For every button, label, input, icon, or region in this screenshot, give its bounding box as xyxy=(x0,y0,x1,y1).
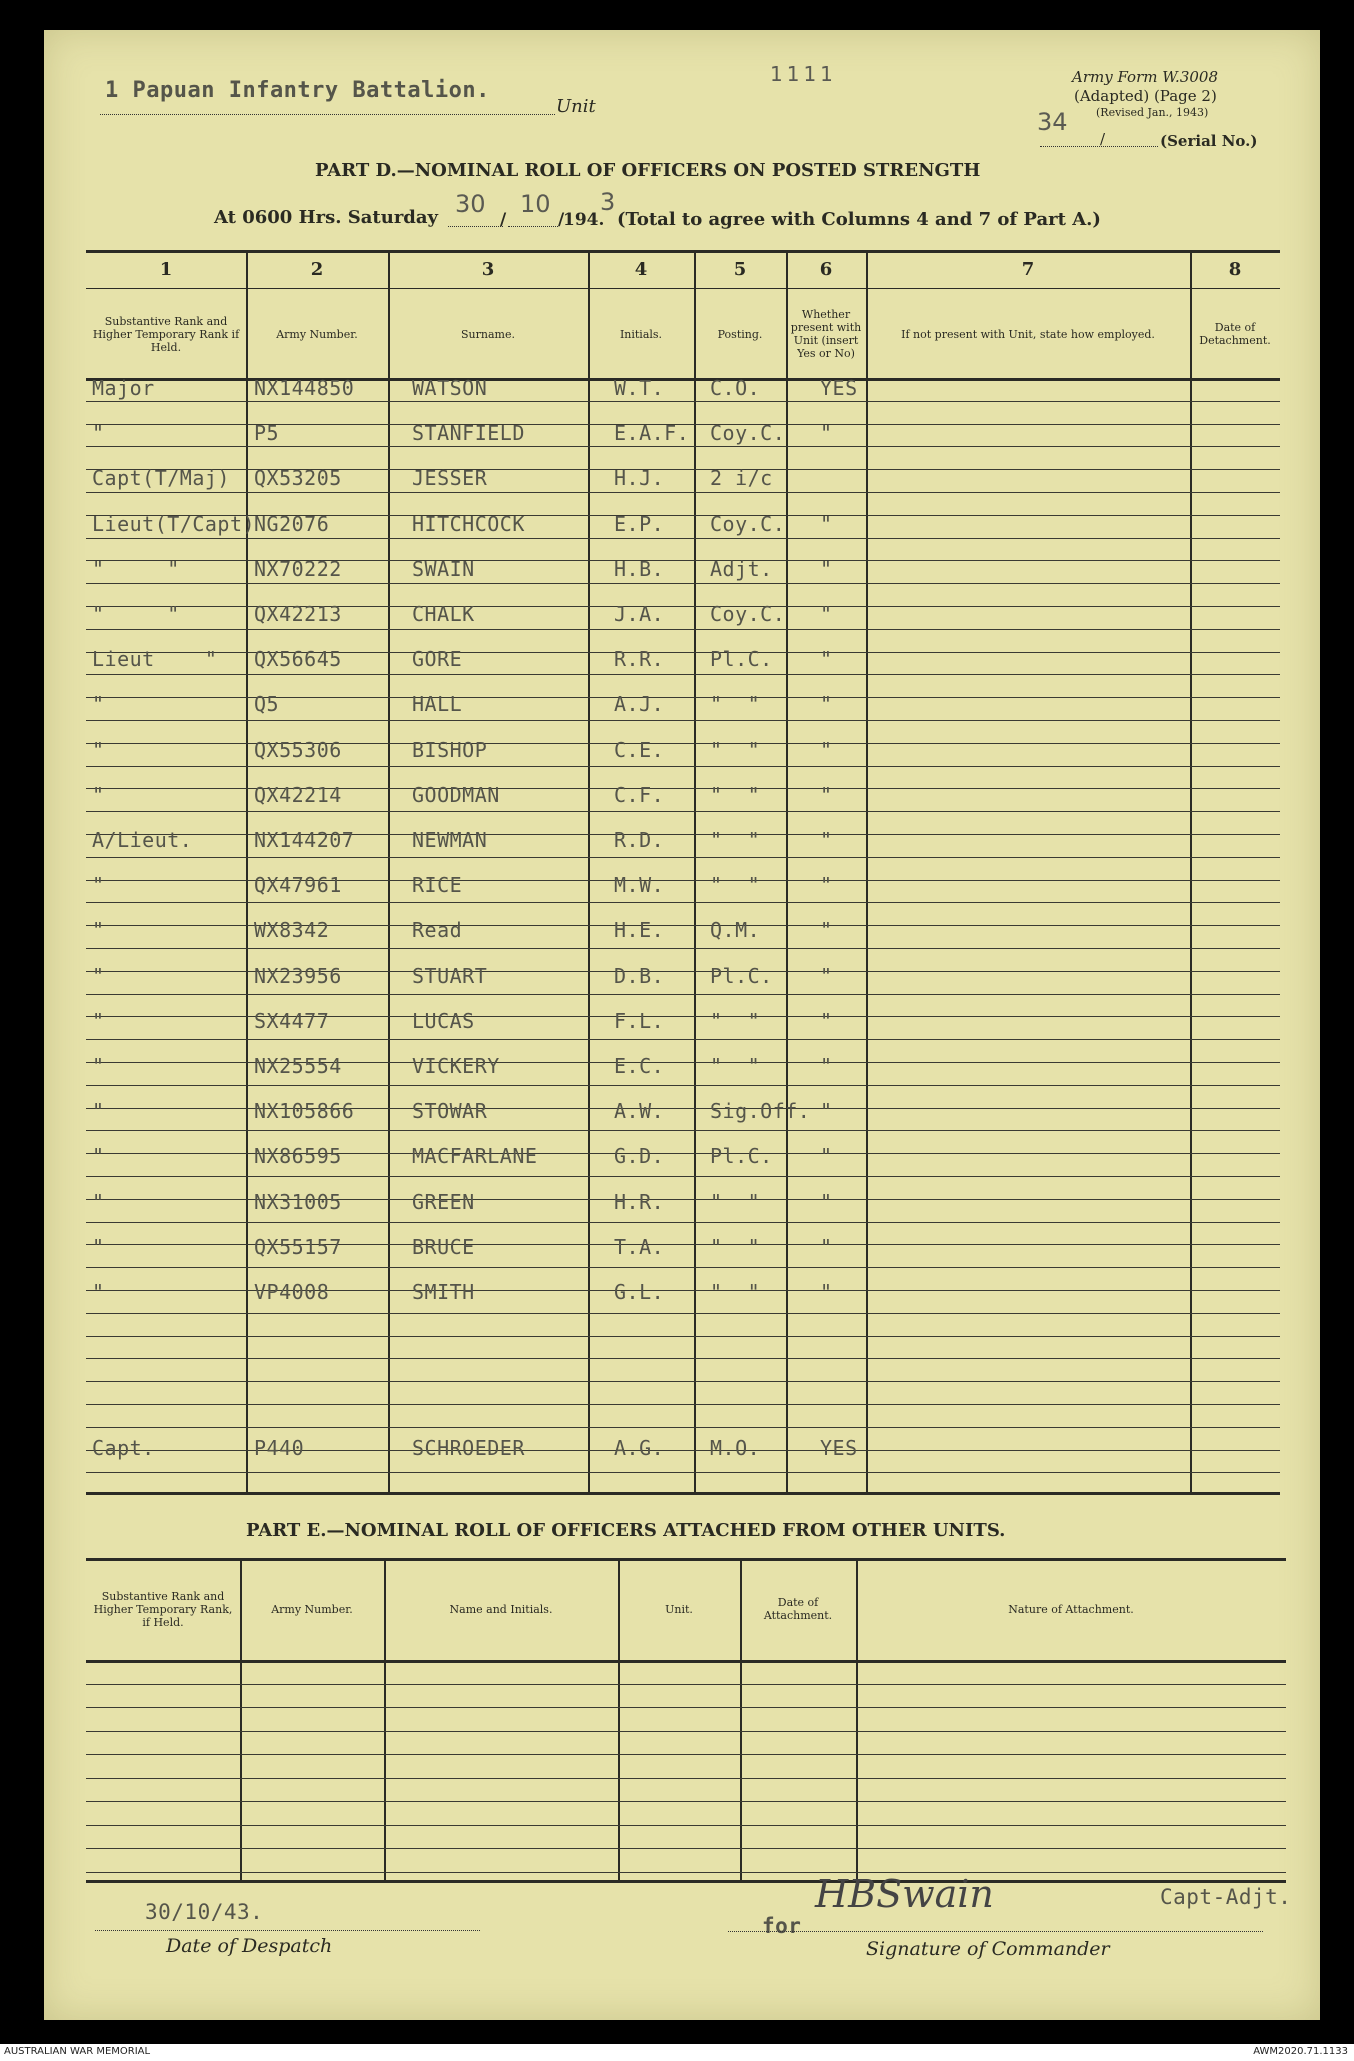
part-e-header-2: Army Number. xyxy=(271,1602,353,1616)
cell-number: QX53205 xyxy=(254,466,342,490)
cell-surname: STUART xyxy=(412,964,488,988)
cell-present: " xyxy=(820,512,833,536)
table-row xyxy=(86,557,1280,587)
cell-number: SX4477 xyxy=(254,1009,330,1033)
cell-posting: Pl.C. xyxy=(710,1144,773,1168)
top-mark: 1111 xyxy=(770,62,837,86)
cell-posting: Coy.C. xyxy=(710,421,786,445)
table-row xyxy=(86,1190,1280,1220)
table-row xyxy=(86,1235,1280,1265)
table-row xyxy=(86,738,1280,768)
cell-initials: A.G. xyxy=(614,1436,665,1460)
table-row xyxy=(86,918,1280,948)
form-revised: (Revised Jan., 1943) xyxy=(1096,106,1209,119)
cell-initials: F.L. xyxy=(614,1009,665,1033)
cell-posting: " " xyxy=(710,1280,761,1304)
cell-surname: CHALK xyxy=(412,602,475,626)
cell-surname: SWAIN xyxy=(412,557,475,581)
cell-posting: Coy.C. xyxy=(710,512,786,536)
column-header-7: If not present with Unit, state how employed. xyxy=(901,327,1155,341)
cell-initials: C.F. xyxy=(614,783,665,807)
date-prefix: At 0600 Hrs. Saturday xyxy=(214,207,439,228)
column-header-1: Substantive Rank and Higher Temporary Rank if Held. xyxy=(92,314,240,354)
part-e-top-rule xyxy=(86,1558,1286,1561)
cell-posting: Pl.C. xyxy=(710,647,773,671)
cell-present: " xyxy=(820,692,833,716)
cell-rank: " xyxy=(92,1054,105,1078)
cell-initials: E.C. xyxy=(614,1054,665,1078)
cell-surname: GREEN xyxy=(412,1190,475,1214)
cell-initials: W.T. xyxy=(614,376,665,400)
cell-number: P5 xyxy=(254,421,280,445)
unit-name: 1 Papuan Infantry Battalion. xyxy=(105,78,490,103)
part-d-title: PART D.—NOMINAL ROLL OF OFFICERS ON POSTED STRENGTH xyxy=(315,160,981,181)
form-adapted: (Adapted) (Page 2) xyxy=(1074,87,1217,105)
cell-posting: Pl.C. xyxy=(710,964,773,988)
cell-present: " xyxy=(820,647,833,671)
column-header-3: Surname. xyxy=(461,327,515,341)
table-row xyxy=(86,873,1280,903)
cell-number: VP4008 xyxy=(254,1280,330,1304)
cell-surname: GOODMAN xyxy=(412,783,500,807)
cell-number: QX42214 xyxy=(254,783,342,807)
date-day: 30 xyxy=(455,190,486,218)
cell-rank: Capt(T/Maj) xyxy=(92,466,230,490)
cell-rank: " xyxy=(92,1099,105,1123)
column-header-6: Whether present with Unit (insert Yes or No) xyxy=(790,308,862,360)
table-row xyxy=(86,512,1280,542)
cell-rank: Lieut(T/Capt) xyxy=(92,512,256,536)
cell-posting: " " xyxy=(710,1235,761,1259)
column-number-6: 6 xyxy=(819,259,833,280)
cell-initials: E.A.F. xyxy=(614,421,690,445)
column-number-1: 1 xyxy=(159,259,173,280)
cell-posting: " " xyxy=(710,738,761,762)
column-header-4: Initials. xyxy=(619,327,663,341)
cell-rank: " xyxy=(92,1190,105,1214)
cell-initials: H.J. xyxy=(614,466,665,490)
cell-number: Q5 xyxy=(254,692,280,716)
cell-posting: " " xyxy=(710,873,761,897)
column-number-5: 5 xyxy=(733,259,747,280)
cell-posting: C.O. xyxy=(710,376,761,400)
column-number-8: 8 xyxy=(1228,259,1242,280)
form-name: Army Form W.3008 xyxy=(1072,68,1218,86)
cell-posting: " " xyxy=(710,783,761,807)
cell-initials: M.W. xyxy=(614,873,665,897)
cell-surname: MACFARLANE xyxy=(412,1144,538,1168)
cell-posting: M.O. xyxy=(710,1436,761,1460)
cell-posting: " " xyxy=(710,1190,761,1214)
cell-number: QX42213 xyxy=(254,602,342,626)
footer-right: AWM2020.71.1133 xyxy=(1253,2046,1348,2057)
cell-surname: GORE xyxy=(412,647,463,671)
cell-rank: " xyxy=(92,1144,105,1168)
cell-posting: " " xyxy=(710,1009,761,1033)
cell-initials: D.B. xyxy=(614,964,665,988)
cell-number: NX31005 xyxy=(254,1190,342,1214)
cell-initials: A.J. xyxy=(614,692,665,716)
cell-number: P440 xyxy=(254,1436,305,1460)
cell-rank: Capt. xyxy=(92,1436,155,1460)
cell-number: NX144207 xyxy=(254,828,355,852)
table-row xyxy=(86,1280,1280,1310)
archive-footer xyxy=(0,2044,1354,2061)
cell-present: " xyxy=(820,1280,833,1304)
cell-initials: R.R. xyxy=(614,647,665,671)
cell-present: " xyxy=(820,421,833,445)
serial-number: 34 xyxy=(1037,108,1068,136)
cell-initials: G.L. xyxy=(614,1280,665,1304)
cell-rank: " xyxy=(92,421,105,445)
for-label: for xyxy=(762,1914,802,1938)
date-year-prefix: 194. xyxy=(563,210,605,230)
cell-posting: " " xyxy=(710,828,761,852)
date-suffix: (Total to agree with Columns 4 and 7 of Part A.) xyxy=(617,209,1101,230)
table-row xyxy=(86,602,1280,632)
signatory-title: Capt-Adjt. xyxy=(1160,1885,1292,1909)
footer-left: AUSTRALIAN WAR MEMORIAL xyxy=(4,2046,151,2057)
unit-underline xyxy=(100,114,555,115)
cell-number: QX56645 xyxy=(254,647,342,671)
cell-number: NX25554 xyxy=(254,1054,342,1078)
table-top-rule xyxy=(86,250,1280,253)
cell-initials: H.R. xyxy=(614,1190,665,1214)
cell-present: " xyxy=(820,873,833,897)
part-e-title: PART E.—NOMINAL ROLL OF OFFICERS ATTACHED FROM OTHER UNITS. xyxy=(246,1520,1006,1541)
cell-initials: R.D. xyxy=(614,828,665,852)
column-header-2: Army Number. xyxy=(276,327,358,341)
table-row xyxy=(86,1099,1280,1129)
cell-number: NX105866 xyxy=(254,1099,355,1123)
part-e-header-6: Nature of Attachment. xyxy=(1008,1602,1134,1616)
cell-surname: VICKERY xyxy=(412,1054,500,1078)
date-year-digit: 3 xyxy=(600,188,616,216)
cell-initials: G.D. xyxy=(614,1144,665,1168)
commander-label: Signature of Commander xyxy=(866,1938,1110,1960)
column-header-5: Posting. xyxy=(717,327,763,341)
cell-present: " xyxy=(820,1054,833,1078)
cell-surname: SCHROEDER xyxy=(412,1436,525,1460)
table-bottom-rule xyxy=(86,1492,1280,1495)
serial-label: (Serial No.) xyxy=(1160,132,1258,150)
column-number-4: 4 xyxy=(634,259,648,280)
unit-label: Unit xyxy=(556,96,596,117)
column-header-8: Date of Detachment. xyxy=(1199,321,1271,347)
part-e-header-1: Substantive Rank and Higher Temporary Rank, if Held. xyxy=(93,1589,233,1629)
table-row xyxy=(86,783,1280,813)
serial-underline xyxy=(1040,146,1158,147)
cell-present: YES xyxy=(820,376,858,400)
cell-surname: BRUCE xyxy=(412,1235,475,1259)
despatch-label: Date of Despatch xyxy=(166,1935,333,1957)
cell-rank: " xyxy=(92,1280,105,1304)
cell-initials: A.W. xyxy=(614,1099,665,1123)
cell-number: NG2076 xyxy=(254,512,330,536)
cell-number: NX70222 xyxy=(254,557,342,581)
part-e-header-4: Unit. xyxy=(665,1602,693,1616)
part-e-header-3: Name and Initials. xyxy=(449,1602,553,1616)
date-month: 10 xyxy=(520,190,551,218)
cell-present: " xyxy=(820,602,833,626)
cell-present: " xyxy=(820,1009,833,1033)
cell-initials: T.A. xyxy=(614,1235,665,1259)
cell-surname: STANFIELD xyxy=(412,421,525,445)
cell-rank: " xyxy=(92,1235,105,1259)
cell-surname: JESSER xyxy=(412,466,488,490)
table-row xyxy=(86,964,1280,994)
table-row xyxy=(86,828,1280,858)
cell-number: NX144850 xyxy=(254,376,355,400)
cell-posting: " " xyxy=(710,1054,761,1078)
cell-surname: WATSON xyxy=(412,376,488,400)
cell-initials: C.E. xyxy=(614,738,665,762)
cell-number: QX55157 xyxy=(254,1235,342,1259)
cell-surname: Read xyxy=(412,918,463,942)
table-row xyxy=(86,1054,1280,1084)
cell-initials: E.P. xyxy=(614,512,665,536)
cell-present: " xyxy=(820,964,833,988)
cell-posting: Q.M. xyxy=(710,918,761,942)
cell-posting: Adjt. xyxy=(710,557,773,581)
cell-present: " xyxy=(820,828,833,852)
table-row xyxy=(86,1436,1280,1466)
cell-number: QX55306 xyxy=(254,738,342,762)
cell-rank: Major xyxy=(92,376,155,400)
cell-present: YES xyxy=(820,1436,858,1460)
cell-rank: " xyxy=(92,692,105,716)
cell-rank: " " xyxy=(92,602,180,626)
table-row xyxy=(86,647,1280,677)
cell-rank: " xyxy=(92,738,105,762)
part-e-header-5: Date of Attachment. xyxy=(763,1596,833,1622)
cell-surname: RICE xyxy=(412,873,463,897)
table-row xyxy=(86,421,1280,451)
cell-surname: STOWAR xyxy=(412,1099,488,1123)
cell-present: " xyxy=(820,1099,833,1123)
column-number-2: 2 xyxy=(310,259,324,280)
cell-surname: NEWMAN xyxy=(412,828,488,852)
cell-rank: " xyxy=(92,964,105,988)
cell-rank: Lieut " xyxy=(92,647,218,671)
cell-number: NX23956 xyxy=(254,964,342,988)
cell-posting: Coy.C. xyxy=(710,602,786,626)
cell-present: " xyxy=(820,557,833,581)
column-number-7: 7 xyxy=(1021,259,1035,280)
cell-present: " xyxy=(820,1144,833,1168)
cell-initials: J.A. xyxy=(614,602,665,626)
cell-present: " xyxy=(820,918,833,942)
cell-number: QX47961 xyxy=(254,873,342,897)
cell-rank: " xyxy=(92,918,105,942)
cell-surname: LUCAS xyxy=(412,1009,475,1033)
cell-initials: H.B. xyxy=(614,557,665,581)
cell-present: " xyxy=(820,738,833,762)
cell-number: WX8342 xyxy=(254,918,330,942)
cell-present: " xyxy=(820,1235,833,1259)
cell-number: NX86595 xyxy=(254,1144,342,1168)
cell-posting: Sig.Off. xyxy=(710,1099,811,1123)
cell-initials: H.E. xyxy=(614,918,665,942)
despatch-date: 30/10/43. xyxy=(145,1900,264,1924)
table-row xyxy=(86,376,1280,406)
cell-rank: " xyxy=(92,873,105,897)
cell-rank: " xyxy=(92,1009,105,1033)
cell-surname: BISHOP xyxy=(412,738,488,762)
cell-rank: " xyxy=(92,783,105,807)
cell-surname: HITCHCOCK xyxy=(412,512,525,536)
cell-rank: A/Lieut. xyxy=(92,828,193,852)
cell-present: " xyxy=(820,1190,833,1214)
table-row xyxy=(86,1009,1280,1039)
cell-surname: HALL xyxy=(412,692,463,716)
cell-rank: " " xyxy=(92,557,180,581)
table-row xyxy=(86,1144,1280,1174)
commander-signature: HBSwain xyxy=(815,1872,994,1916)
table-row xyxy=(86,466,1280,496)
cell-present: " xyxy=(820,783,833,807)
cell-surname: SMITH xyxy=(412,1280,475,1304)
cell-posting: " " xyxy=(710,692,761,716)
column-number-3: 3 xyxy=(481,259,495,280)
cell-posting: 2 i/c xyxy=(710,466,773,490)
table-row xyxy=(86,692,1280,722)
